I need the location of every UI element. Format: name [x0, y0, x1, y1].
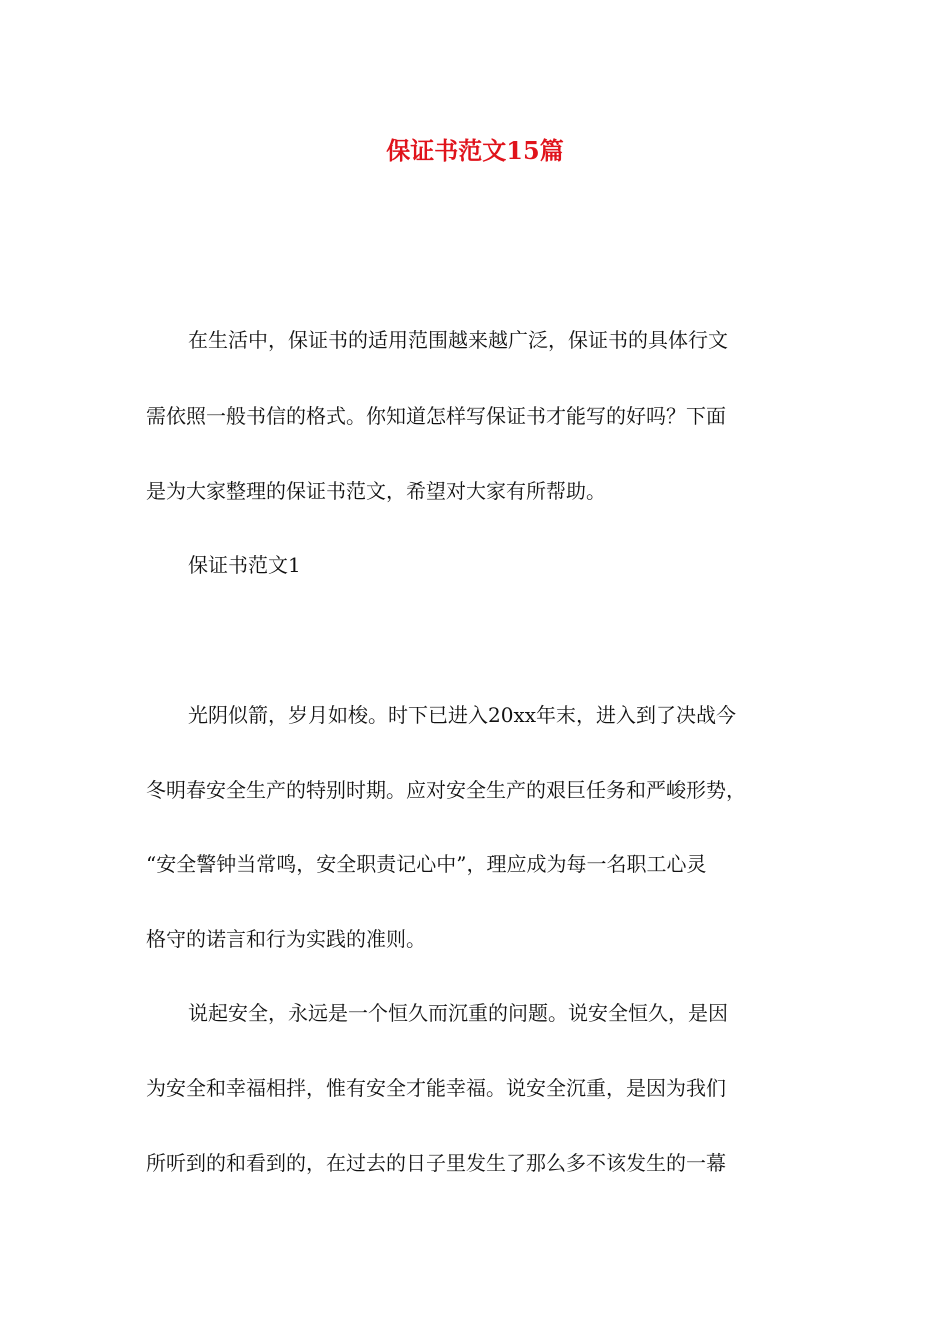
para2-line-2: 为安全和幸福相拌，惟有安全才能幸福。说安全沉重，是因为我们 — [146, 1076, 726, 1100]
para1-line-1: 光阴似箭，岁月如梭。时下已进入20xx年末，进入到了决战今 — [188, 703, 737, 727]
document-title: 保证书范文15篇 — [386, 136, 564, 165]
para2-line-3: 所听到的和看到的，在过去的日子里发生了那么多不该发生的一幕 — [146, 1151, 726, 1175]
intro-line-1: 在生活中，保证书的适用范围越来越广泛，保证书的具体行文 — [188, 328, 728, 352]
intro-line-3: 是为大家整理的保证书范文，希望对大家有所帮助。 — [146, 479, 606, 503]
intro-line-2: 需依照一般书信的格式。你知道怎样写保证书才能写的好吗？下面 — [146, 404, 726, 428]
section-heading-1: 保证书范文1 — [188, 553, 301, 577]
para1-line-4: 格守的诺言和行为实践的准则。 — [146, 927, 426, 951]
para1-line-2: 冬明春安全生产的特别时期。应对安全生产的艰巨任务和严峻形势， — [146, 778, 746, 802]
para2-line-1: 说起安全，永远是一个恒久而沉重的问题。说安全恒久，是因 — [188, 1001, 728, 1025]
para1-line-3: “安全警钟当常鸣，安全职责记心中”，理应成为每一名职工心灵 — [146, 852, 707, 876]
